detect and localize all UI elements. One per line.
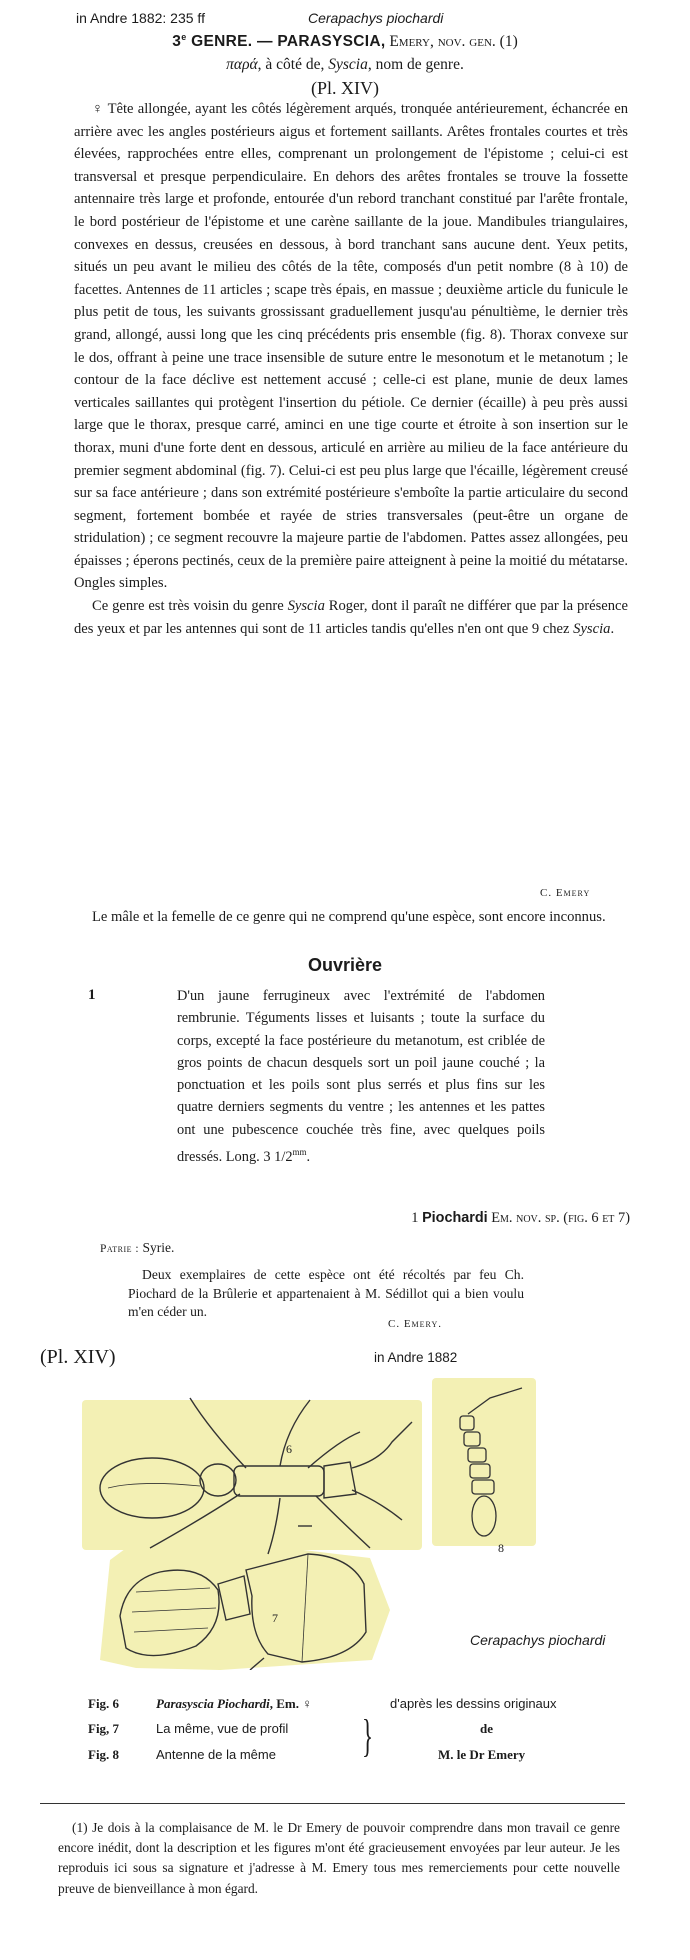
plate-illustration	[40, 1370, 624, 1670]
etymology: παρά, à côté de, Syscia, nom de genre.	[226, 56, 464, 73]
caption-fig8: Fig. 8 Antenne de la même M. le Dr Emery	[88, 1747, 526, 1762]
fig8-number: 8	[498, 1541, 504, 1555]
species-note: Cerapachys piochardi	[308, 10, 444, 26]
plate-label: (Pl. XIV)	[40, 1346, 116, 1368]
worker-description: D'un jaune ferrugineux avec l'extrémité de l'abdomen rembrunie. Téguments lisses et luisants ; toute la surface du corps, excepté la face postérieure du metanotum, est criblée de gros points de chacun desquels sort un poil jaune couché ; la ponctuation et les poils sont plus serrés et plus fins sur les quatre derniers segments du ventre ; les antennes et les pattes ont une pubescence couchée très fine, avec quelques poils dressés. Long. 3 $1/2^{mm}$.	[177, 988, 545, 1165]
signature-emery: C. Emery	[540, 887, 591, 899]
fig7-number: 7	[272, 1611, 278, 1625]
description-p2: Ce genre est très voisin du genre Syscia Roger, dont il paraît ne différer que par la présence des yeux et par les antennes qui sont de 11 articles tandis qu'elles n'en ont que 9 chez Syscia.	[74, 598, 629, 637]
caption-brace-icon: }	[362, 1710, 374, 1761]
genus-description	[74, 98, 628, 640]
collection-note: Deux exemplaires de cette espèce ont été récoltés par feu Ch. Piochard de la Brûlerie et appartenaient à M. Sédillot qui a bien voulu m'en céder un.	[128, 1267, 524, 1319]
signature-emery-2: C. Emery.	[388, 1318, 442, 1330]
species-name: 1 Piochardi Em. nov. sp. (fig. 6 et 7)	[411, 1210, 630, 1226]
male-female-note: Le mâle et la femelle de ce genre qui ne comprend qu'une espèce, sont encore inconnus.	[92, 909, 606, 925]
highlight-fig6	[82, 1400, 422, 1550]
caption-fig6: Fig. 6 Parasyscia Piochardi, Em. ♀ d'après les dessins originaux	[88, 1696, 557, 1711]
plate-species-caption: Cerapachys piochardi	[470, 1632, 606, 1648]
plate-ref: (Pl. XIV)	[311, 78, 379, 98]
fig6-number: 6	[286, 1442, 292, 1456]
footnote-rule	[40, 1803, 625, 1804]
description-p1: ♀ Tête allongée, ayant les côtés légèrement arqués, tronquée antérieurement, échancrée en arrière avec les angles postérieurs aigus et fortement saillants. Arêtes frontales courtes et très élevées, rapprochées entre elles, comprenant un prolongement de l'épistome ; celui-ci est transversal et presque perpendiculaire. En dehors des arêtes frontales se trouve la fossette antennaire très large et profonde, entourée d'un rebord tranchant constitué par l'arête frontale, le bord postérieur de l'épistome et une carène saillante de la joue. Mandibules triangulaires, convexes en dessus, creusées en dessous, à bord tranchant sans aucune dent. Yeux petits, situés un peu avant le milieu des côtés de la tête, composés d'un petit nombre (8 à 10) de facettes. Antennes de 11 articles ; scape très épais, en massue ; deuxième article du funicule le plus petit de tous, les suivants grossissant graduellement jusqu'au pénultième, le dernier très grand, allongé, aussi long que les cinq précédents pris ensemble (fig. 8). Thorax convexe sur le dos, offrant à peine une trace insensible de suture entre le mesonotum et le metanotum ; le contour de la face déclive est nettement accusé ; celle-ci est plane, munie de deux lames verticales saillantes qui protègent l'insertion du pétiole. Ce dernier (écaille) à peu près aussi large que le thorax, presque carré, aminci en une tige courte et étroite à son insertion sur le thorax, muni d'une forte dent en dessous, articulé en arrière au milieu de la face antérieure du premier segment abdominal (fig. 7). Celui-ci est peu plus large que l'écaille, légèrement creusé sur sa face antérieure ; dans son extrémité postérieure s'emboîte la partie articulaire du second segment, fortement bombée et rayée de stries transversales (peut-être un organe de stridulation) ; ce segment recouvre la majeure partie de l'abdomen. Pattes assez allongées, peu épaisses ; éperons pectinés, ceux de la première paire atteignent à peine la moitié du métatarse. Ongles simples.	[74, 101, 628, 592]
source-note: in Andre 1882: 235 ff	[76, 10, 205, 26]
caption-fig7: Fig, 7 La même, vue de profil de	[88, 1721, 493, 1736]
species-number: 1	[88, 987, 96, 1003]
genus-title: 3e GENRE. — PARASYSCIA, Emery, nov. gen. (1)	[172, 32, 518, 51]
footnote: (1) Je dois à la complaisance de M. le Dr Emery de pouvoir comprendre dans mon travail ce genre encore inédit, dont la description et les figures m'ont été gracieusement envoyées par leur auteur. Je les reproduis ici sous sa signature et j'adresse à M. Emery tous mes remerciements pour cette nouvelle preuve de bienveillance à mon égard.	[58, 1820, 620, 1896]
plate-source: in Andre 1882	[374, 1350, 458, 1365]
ouvriere-heading: Ouvrière	[307, 955, 383, 975]
patrie-line: Patrie : Syrie.	[100, 1240, 175, 1255]
